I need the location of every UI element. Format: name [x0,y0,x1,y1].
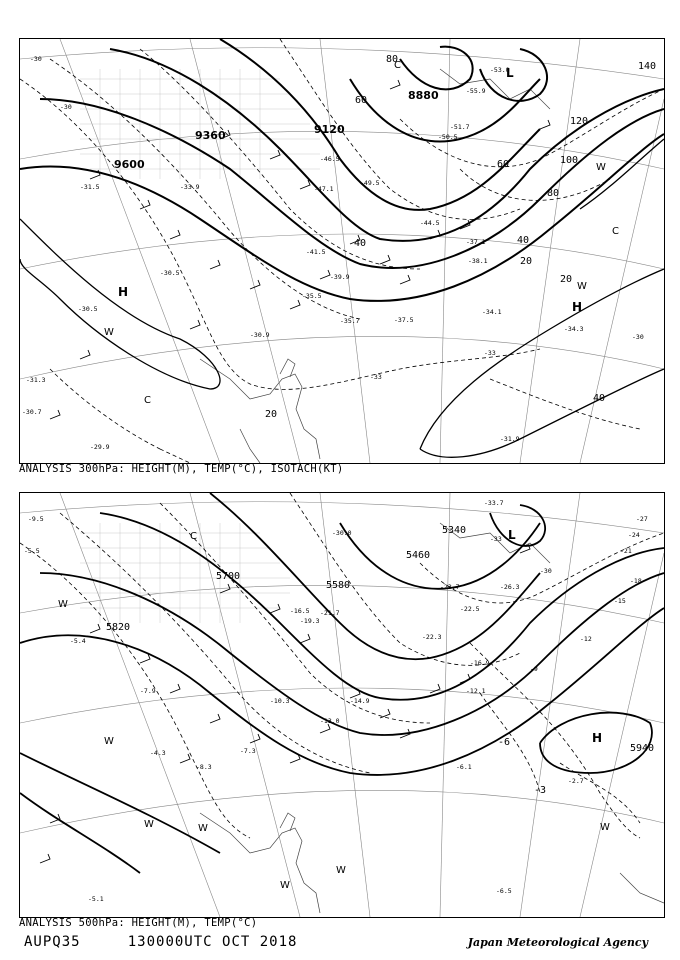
height-label: 8880 [408,89,439,102]
cold-symbol: C [612,226,619,237]
height-contours-500 [20,493,664,873]
isotach-label: 20 [520,256,533,267]
temp-label: -46.5 [320,155,340,163]
temp-label: -22.5 [460,605,480,613]
temp-label: -30.7 [22,408,42,416]
isotach-label: 80 [386,54,399,65]
temp-label: -39.9 [330,273,350,281]
isotherm-label: -15 [614,597,626,605]
warm-symbol: W [198,823,208,834]
isotach-label: 40 [354,238,367,249]
temp-label: -14.9 [350,697,370,705]
isotach-label: 140 [638,61,657,72]
isotherm-label: -12 [580,635,592,643]
isotherm-label: -21 [620,547,632,555]
temp-label: -31.9 [500,435,520,443]
isotach-label: 40 [593,393,606,404]
map-300hpa-caption: ANALYSIS 300hPa: HEIGHT(M), TEMP(°C), ISOTACH(KT) [19,463,344,475]
temp-label: -30.5 [78,305,98,313]
isotherm-label: -9 [530,665,538,673]
temp-label: -53.0 [490,66,510,74]
temp-label: -7.9 [140,687,156,695]
temp-label: -49.5 [360,179,380,187]
temp-label: -22.3 [422,633,442,641]
temp-label: -38.1 [468,257,488,265]
temp-label: -30.9 [250,331,270,339]
temp-label: -12.1 [466,687,486,695]
chart-identifier [24,934,297,950]
chart-code: AUPQ35 [24,934,81,950]
temp-label: -21.7 [320,609,340,617]
map-300hpa-svg [20,39,664,463]
temp-label: -33.7 [484,499,504,507]
height-label: 5940 [630,743,655,754]
warm-symbol: W [144,819,154,830]
map-500hpa-caption: ANALYSIS 500hPa: HEIGHT(M), TEMP(°C) [19,917,258,929]
temp-label: -30 [30,55,42,63]
temp-label: -33 [370,373,382,381]
temp-label: -41.5 [306,248,326,256]
temp-label: -5.4 [70,637,86,645]
agency-name: Japan Meteorological Agency [467,936,648,949]
isotherm-label: -27 [636,515,648,523]
temp-label: -34.1 [482,308,502,316]
temp-label: -44.5 [420,219,440,227]
temp-label: -30.0 [332,529,352,537]
isotach-label: 20 [560,274,573,285]
height-label: 5700 [216,571,241,582]
temp-label: -30 [632,333,644,341]
temp-label: -37.1 [466,238,486,246]
isotherm-label: -6 [498,737,511,748]
temp-label: -9.5 [28,515,44,523]
warm-symbol: W [596,162,606,173]
map-500hpa [19,492,665,918]
isotach-label: 80 [547,188,560,199]
isotach-label: 40 [517,235,530,246]
map-300hpa [19,38,665,464]
temp-label: -37.5 [394,316,414,324]
high-pressure-symbol: H [572,300,583,314]
low-pressure-symbol: L [508,528,516,542]
temp-label: -7.3 [240,747,256,755]
temp-label: -47.1 [314,185,334,193]
height-label: 9360 [195,129,226,142]
isotach-label: 120 [570,116,589,127]
temp-label: -23.7 [440,583,460,591]
high-pressure-symbol: H [118,285,129,299]
temp-label: -30 [60,103,72,111]
warm-symbol: W [280,880,290,891]
valid-time: 130000UTC OCT 2018 [127,934,298,950]
isotherm-label: -33 [490,535,502,543]
isotach-label: 60 [497,159,510,170]
warm-symbol: W [58,599,68,610]
isotach-label: 60 [355,95,368,106]
temp-label: -30.5 [160,269,180,277]
isotherm-label: -24 [628,531,640,539]
high-pressure-symbol: H [592,731,603,745]
temp-label: -35.7 [340,317,360,325]
temp-label: -2.7 [568,777,584,785]
warm-symbol: W [104,736,114,747]
height-label: 9120 [314,123,345,136]
height-label: 9600 [114,158,145,171]
cold-symbol: C [190,531,197,542]
graticule-500 [20,493,664,917]
temp-contours-500 [20,493,664,838]
temp-label: -10.3 [270,697,290,705]
temp-label: -5.1 [88,895,104,903]
isotherm-label: -3 [534,785,547,796]
temp-label: -33.9 [180,183,200,191]
temp-label: -19.3 [300,617,320,625]
isotach-label: 20 [265,409,278,420]
warm-symbol: W [577,281,587,292]
temp-label: -6.5 [496,887,512,895]
temp-label: -55.9 [466,87,486,95]
height-label: 5340 [442,525,467,536]
temp-label: -29.9 [90,443,110,451]
height-label: 5460 [406,550,431,561]
warm-symbol: W [104,327,114,338]
temp-label: -33 [484,349,496,357]
temp-label: -51.7 [450,123,470,131]
temp-label: -8.3 [196,763,212,771]
temp-label: -5.5 [24,547,40,555]
temp-label: -50.5 [438,133,458,141]
isotach-label: 100 [560,155,579,166]
wind-barbs-300 [50,80,550,419]
warm-symbol: W [336,865,346,876]
temp-label: -4.3 [150,749,166,757]
temp-label: -31.5 [80,183,100,191]
temp-label: -34.3 [564,325,584,333]
graticule-300 [20,39,664,463]
warm-symbol: W [600,822,610,833]
map-500hpa-svg [20,493,664,917]
temp-label: -31.3 [26,376,46,384]
temp-label: -6.1 [456,763,472,771]
cold-symbol: C [394,60,401,71]
isotherm-label: -18 [630,577,642,585]
temp-label: -16.9 [470,659,490,667]
temp-label: -16.5 [290,607,310,615]
temp-label: -35.5 [302,292,322,300]
height-label: 5580 [326,580,351,591]
temp-label: -26.3 [500,583,520,591]
low-pressure-symbol: L [506,66,514,80]
height-label: 5820 [106,622,131,633]
temp-contours-300 [20,39,664,463]
temp-label: -13.0 [320,717,340,725]
isotherm-label: -30 [540,567,552,575]
cold-symbol: C [144,395,151,406]
